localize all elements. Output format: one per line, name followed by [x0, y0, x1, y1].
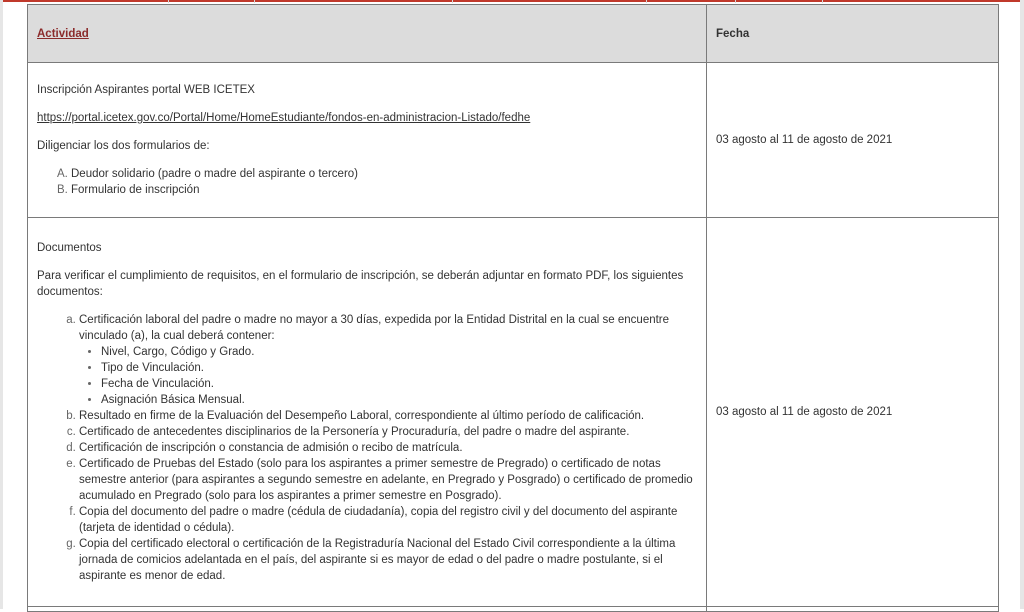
sub-list-item: • Asignación Básica Mensual. [101, 392, 697, 408]
list-item: f. Copia del documento del padre o madre (cédula de ciudadanía), copia del registro civil y del documento del aspirante (tarjeta de identidad o cédula). [79, 504, 697, 536]
list-item: e. Certificado de Pruebas del Estado (solo para los aspirantes a primer semestre de Pregrado) o certificado de notas semestre anterior (para aspirantes a segundo semestre en adelante, en Pregrado y Posgrado) o certificado de promedio acumulado en Pregrado (solo para los aspirantes a primer semestre en Posgrado). [79, 456, 697, 504]
header-activity-label[interactable]: Actividad [37, 27, 89, 40]
table-header-row [28, 5, 999, 63]
empty-cell [28, 607, 707, 612]
list-item: B. Formulario de inscripción [71, 182, 697, 198]
forms-list [37, 166, 697, 198]
list-item [79, 312, 697, 408]
list-item: d. Certificación de inscripción o constancia de admisión o recibo de matrícula. [79, 440, 697, 456]
activity-title: Inscripción Aspirantes portal WEB ICETEX [37, 84, 255, 96]
documents-intro: Para verificar el cumplimiento de requisitos, en el formulario de inscripción, se deberán adjuntar en formato PDF, los siguientes documentos: [37, 270, 684, 298]
table-row-partial [28, 607, 999, 612]
activity-instruction: Diligenciar los dos formularios de: [37, 140, 210, 152]
activity-cell [28, 218, 707, 607]
header-date: Fecha [707, 5, 999, 63]
list-item: b. Resultado en firme de la Evaluación del Desempeño Laboral, correspondiente al último período de calificación. [79, 408, 697, 424]
icetex-portal-link[interactable]: https://portal.icetex.gov.co/Portal/Home/HomeEstudiante/fondos-en-administracion-Listado/fedhe [37, 112, 531, 124]
list-item-text: Certificación laboral del padre o madre no mayor a 30 días, expedida por la Entidad Distrital en la cual se encuentre vinculado (a), la cual deberá contener: [79, 314, 670, 342]
activity-title: Documentos [37, 242, 102, 254]
list-item: A. Deudor solidario (padre o madre del aspirante o tercero) [71, 166, 697, 182]
certificate-contents-list [79, 344, 697, 408]
table-row [28, 63, 999, 218]
date-cell: 03 agosto al 11 de agosto de 2021 [707, 63, 999, 218]
documents-list [37, 312, 697, 584]
page-left-edge [0, 0, 3, 609]
header-activity[interactable] [28, 5, 707, 63]
sub-list-item: • Fecha de Vinculación. [101, 376, 697, 392]
list-item: c. Certificado de antecedentes disciplinarios de la Personería y Procuraduría, del padre o madre del aspirante. [79, 424, 697, 440]
list-item: g. Copia del certificado electoral o certificación de la Registraduría Nacional del Estado Civil correspondiente a la última jornada de comicios adelantada en el país, del aspirante si es mayor de edad o del padre o madre postulante, si el aspirante es menor de edad. [79, 536, 697, 584]
page-right-edge [1020, 0, 1024, 609]
sub-list-item: • Tipo de Vinculación. [101, 360, 697, 376]
empty-cell [707, 607, 999, 612]
sub-list-item: • Nivel, Cargo, Código y Grado. [101, 344, 697, 360]
activity-cell [28, 63, 707, 218]
top-accent-bar [0, 0, 1024, 2]
date-cell: 03 agosto al 11 de agosto de 2021 [707, 218, 999, 607]
table-row [28, 218, 999, 607]
activities-table [27, 4, 999, 612]
